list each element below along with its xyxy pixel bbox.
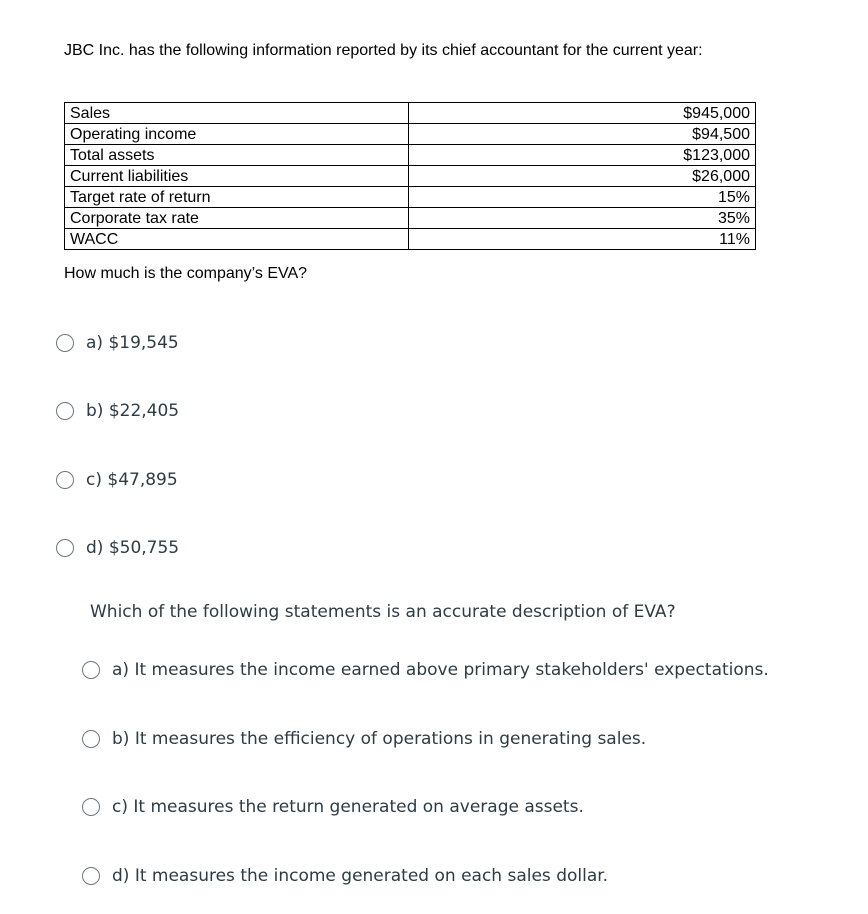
row-label: Corporate tax rate — [65, 208, 409, 229]
row-label: Sales — [65, 103, 409, 124]
q2-option-d[interactable] — [82, 866, 608, 886]
table-row — [65, 124, 756, 145]
table-row — [65, 229, 756, 250]
financial-info-table — [64, 102, 756, 250]
q2-option-b[interactable] — [82, 729, 646, 749]
table-row — [65, 187, 756, 208]
option-label: c) It measures the return generated on average assets. — [112, 797, 584, 817]
row-value: $945,000 — [409, 103, 756, 124]
row-label: Total assets — [65, 145, 409, 166]
q1-option-b[interactable] — [56, 401, 179, 421]
option-label: d) $50,755 — [86, 538, 180, 558]
radio-button[interactable] — [56, 539, 74, 557]
radio-button[interactable] — [82, 730, 100, 748]
q2-option-a[interactable] — [82, 660, 769, 680]
option-label: a) $19,545 — [86, 333, 179, 353]
row-label: Operating income — [65, 124, 409, 145]
question-1-text: How much is the company’s EVA? — [64, 265, 308, 282]
radio-button[interactable] — [82, 661, 100, 679]
option-label: c) $47,895 — [86, 470, 178, 490]
radio-button[interactable] — [56, 334, 74, 352]
table-row — [65, 166, 756, 187]
row-value: 11% — [409, 229, 756, 250]
radio-button[interactable] — [82, 798, 100, 816]
option-label: b) $22,405 — [86, 401, 180, 421]
question-2-text: Which of the following statements is an accurate description of EVA? — [90, 602, 676, 622]
table-row — [65, 103, 756, 124]
radio-button[interactable] — [56, 402, 74, 420]
q1-option-d[interactable] — [56, 538, 179, 558]
radio-button[interactable] — [56, 471, 74, 489]
row-value: $123,000 — [409, 145, 756, 166]
row-value: $26,000 — [409, 166, 756, 187]
row-label: WACC — [65, 229, 409, 250]
row-label: Current liabilities — [65, 166, 409, 187]
q2-option-c[interactable] — [82, 797, 584, 817]
row-value: 15% — [409, 187, 756, 208]
table-row — [65, 145, 756, 166]
option-label: d) It measures the income generated on each sales dollar. — [112, 866, 609, 886]
row-value: $94,500 — [409, 124, 756, 145]
option-label: b) It measures the efficiency of operations in generating sales. — [112, 729, 647, 749]
row-value: 35% — [409, 208, 756, 229]
radio-button[interactable] — [82, 867, 100, 885]
problem-intro: JBC Inc. has the following information reported by its chief accountant for the current year: — [64, 42, 703, 59]
q1-option-a[interactable] — [56, 333, 179, 353]
row-label: Target rate of return — [65, 187, 409, 208]
option-label: a) It measures the income earned above primary stakeholders' expectations. — [112, 660, 769, 680]
table-row — [65, 208, 756, 229]
q1-option-c[interactable] — [56, 470, 178, 490]
